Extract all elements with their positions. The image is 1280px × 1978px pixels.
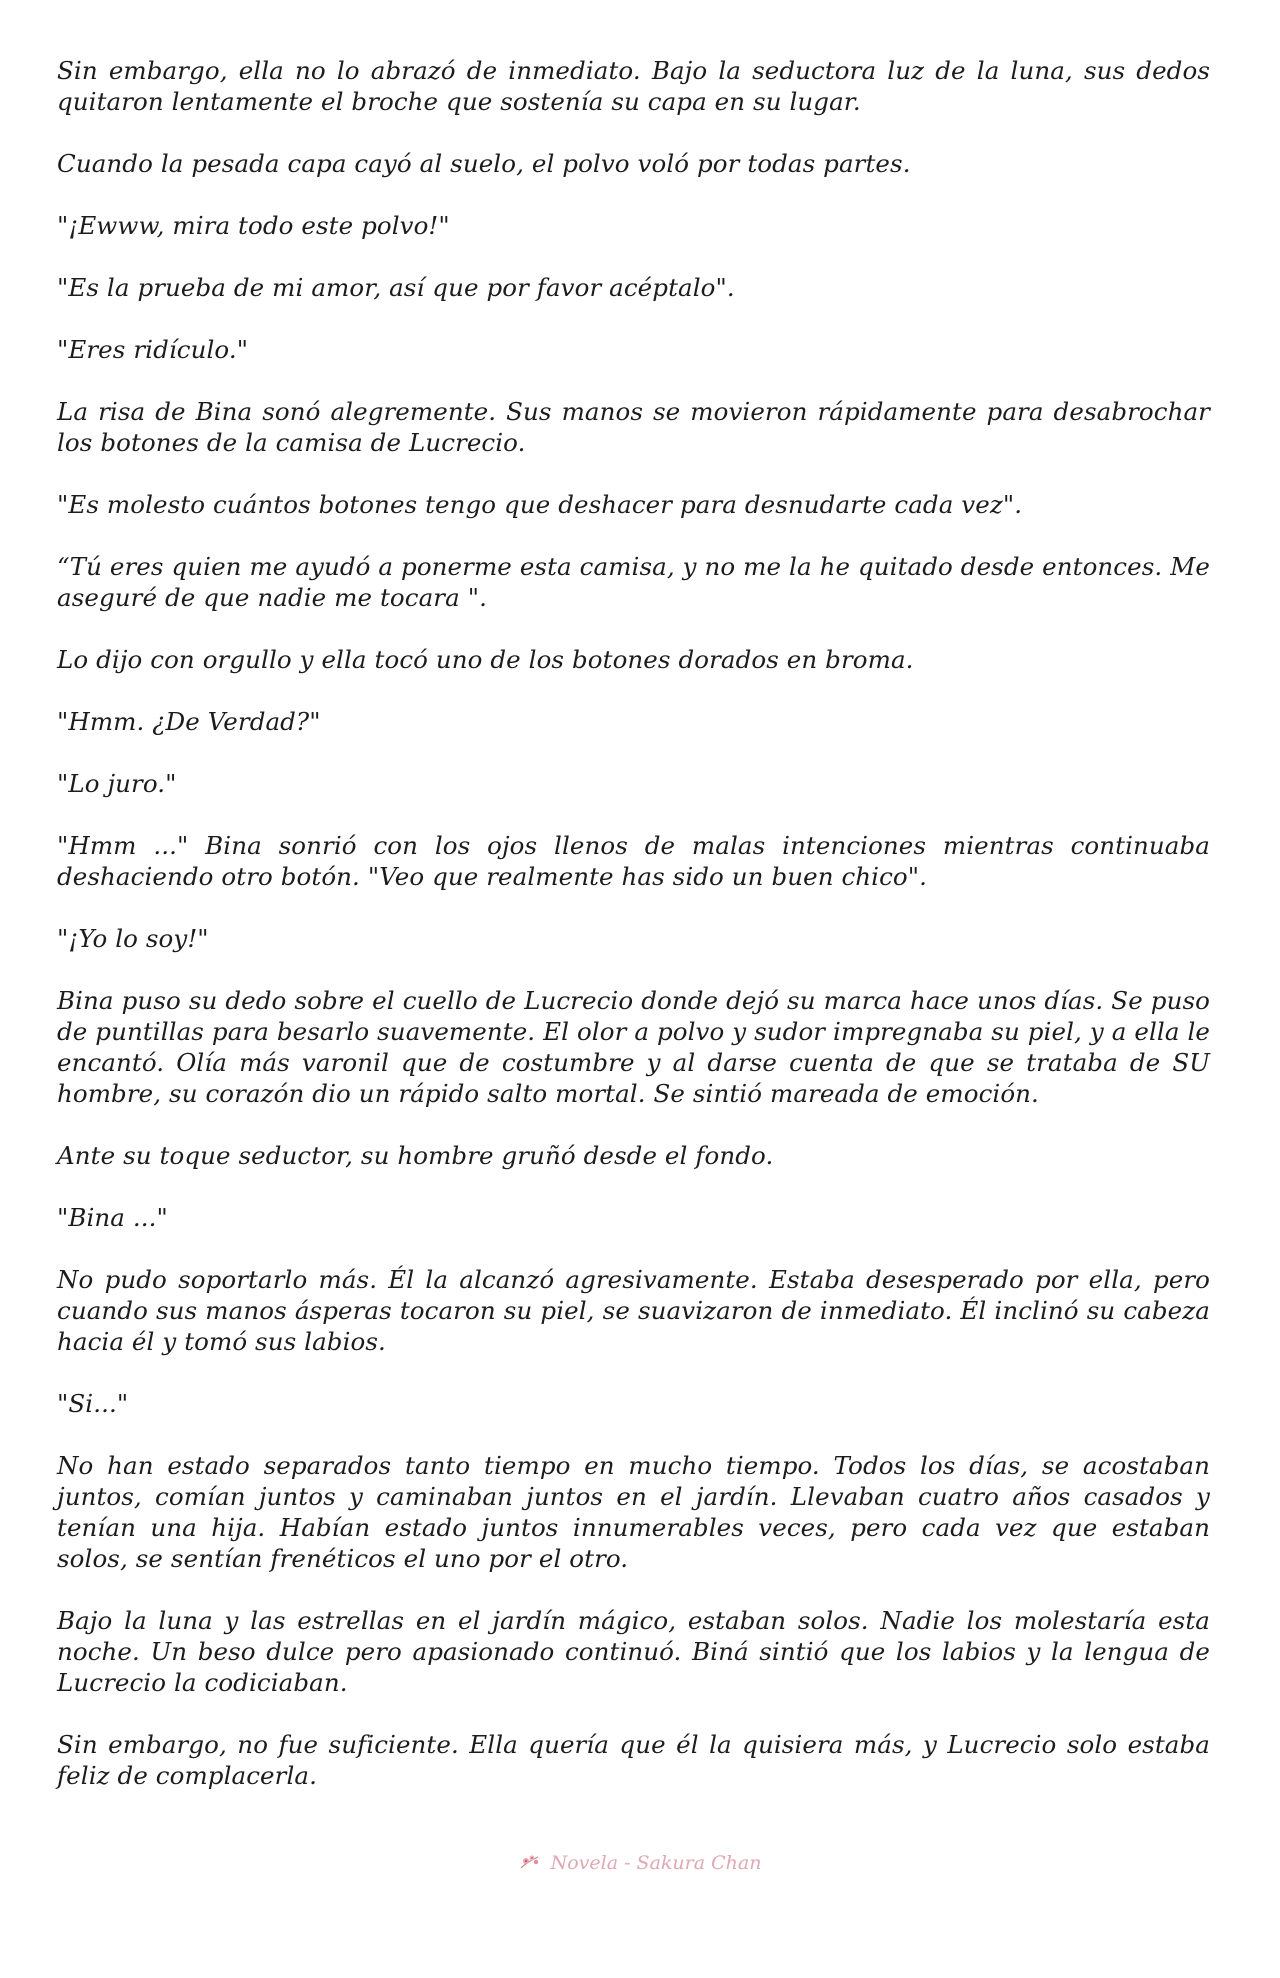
paragraph: “Tú eres quien me ayudó a ponerme esta camisa, y no me la he quitado desde entonces. Me aseguré de que nadie me tocara ". [57,552,1210,612]
paragraph: "Eres ridículo." [57,335,249,364]
paragraph: "Es la prueba de mi amor, así que por favor acéptalo". [57,273,735,302]
paragraph: "Lo juro." [57,769,177,798]
paragraph: Bajo la luna y las estrellas en el jardín mágico, estaban solos. Nadie los molestaría esta noche. Un beso dulce pero apasionado continuó. Biná sintió que los labios y la lengua de Lucrecio la codiciaban. [57,1606,1210,1697]
paragraph: "Hmm. ¿De Verdad?" [57,707,321,736]
document-body [57,55,1210,1822]
paragraph: Sin embargo, no fue suficiente. Ella quería que él la quisiera más, y Lucrecio solo estaba feliz de complacerla. [57,1730,1210,1790]
paragraph: Ante su toque seductor, su hombre gruñó desde el fondo. [57,1141,774,1170]
paragraph: Bina puso su dedo sobre el cuello de Lucrecio donde dejó su marca hace unos días. Se puso de puntillas para besarlo suavemente. El olor a polvo y sudor impregnaba su piel, y a ella le encantó. Olía más varonil que de costumbre y al darse cuenta de que se trataba de SU hombre, su corazón dio un rápido salto mortal. Se sintió mareada de emoción. [57,986,1210,1108]
cherry-blossom-icon [519,1853,541,1871]
paragraph: Sin embargo, ella no lo abrazó de inmediato. Bajo la seductora luz de la luna, sus dedos quitaron lentamente el broche que sostenía su capa en su lugar. [57,56,1210,116]
paragraph: La risa de Bina sonó alegremente. Sus manos se movieron rápidamente para desabrochar los botones de la camisa de Lucrecio. [57,397,1210,457]
paragraph: "Es molesto cuántos botones tengo que deshacer para desnudarte cada vez". [57,490,1023,519]
paragraph: Cuando la pesada capa cayó al suelo, el polvo voló por todas partes. [57,149,911,178]
footer-watermark [0,1852,1280,1874]
paragraph: "¡Yo lo soy!" [57,924,209,953]
paragraph: "Si..." [57,1389,129,1418]
paragraph: No han estado separados tanto tiempo en mucho tiempo. Todos los días, se acostaban juntos, comían juntos y caminaban juntos en el jardín. Llevaban cuatro años casados y tenían una hija. Habían estado juntos innumerables veces, pero cada vez que estaban solos, se sentían frenéticos el uno por el otro. [57,1451,1210,1573]
paragraph: No pudo soportarlo más. Él la alcanzó agresivamente. Estaba desesperado por ella, pero cuando sus manos ásperas tocaron su piel, se suavizaron de inmediato. Él inclinó su cabeza hacia él y tomó sus labios. [57,1265,1210,1356]
paragraph: Lo dijo con orgullo y ella tocó uno de los botones dorados en broma. [57,645,914,674]
paragraph: "Bina ..." [57,1203,168,1232]
paragraph: "Hmm ..." Bina sonrió con los ojos llenos de malas intenciones mientras continuaba deshaciendo otro botón. "Veo que realmente has sido un buen chico". [57,831,1210,891]
footer-text: Novela - Sakura Chan [550,1852,762,1874]
paragraph: "¡Ewww, mira todo este polvo!" [57,211,450,240]
